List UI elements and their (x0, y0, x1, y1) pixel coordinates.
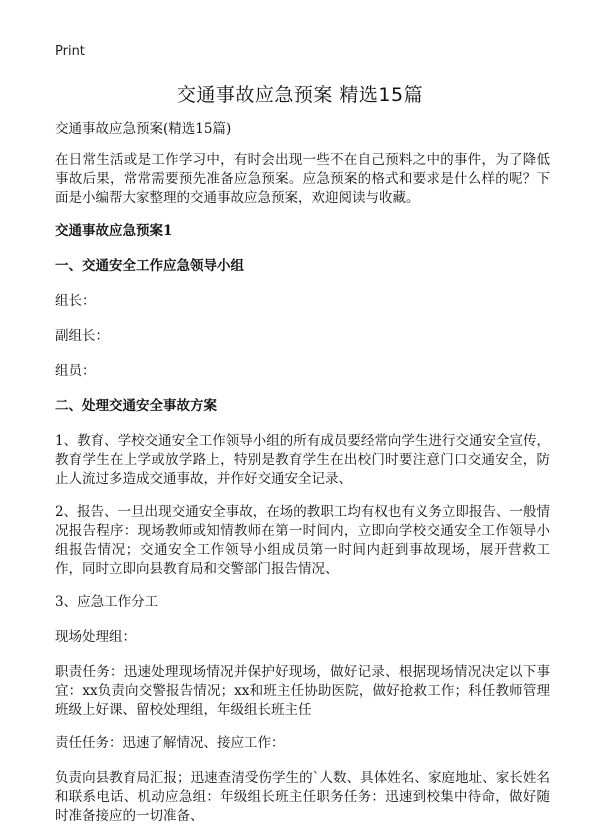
reporting-paragraph: 负责向县教育局汇报；迅速查清受伤学生的`人数、具体姓名、家庭地址、家长姓名和联系电话、机动应急组：年级组长班主任职务任务：迅速到校集中待命，做好随时准备接应的一切准备、 (55, 770, 550, 824)
duties-paragraph: 职责任务：迅速处理现场情况并保护好现场，做好记录、根据现场情况决定以下事宜：xx负责向交警报告情况；xx和班主任协助医院，做好抢救工作；科任教师管理班级上好课、留校处理组，年级组长班主任 (55, 664, 550, 718)
part-heading-leadership: 一、交通安全工作应急领导小组 (55, 258, 244, 274)
responsibility-line: 责任任务：迅速了解情况、接应工作： (55, 735, 285, 751)
document-title: 交通事故应急预案 精选15篇 (176, 84, 424, 106)
deputy-leader-line: 副组长： (55, 328, 109, 344)
item-division: 3、应急工作分工 (55, 594, 159, 610)
onsite-group-line: 现场处理组： (55, 629, 136, 645)
item-education: 1、教育、学校交通安全工作领导小组的所有成员要经常向学生进行交通安全宣传，教育学生在上学或放学路上，特别是教育学生在出校门时要注意门口交通安全，防止人流过多造成交通事故，并作好交通安全记录、 (55, 433, 550, 487)
intro-paragraph: 在日常生活或是工作学习中，有时会出现一些不在自己预料之中的事件，为了降低事故后果，常常需要预先准备应急预案。应急预案的格式和要求是什么样的呢？下面是小编帮大家整理的交通事故应急预案，欢迎阅读与收藏。 (55, 152, 550, 206)
document-subtitle: 交通事故应急预案(精选15篇) (55, 121, 232, 137)
leader-line: 组长： (55, 293, 96, 309)
document-body (55, 120, 550, 840)
section-heading-1: 交通事故应急预案1 (55, 223, 173, 239)
item-reporting: 2、报告、一旦出现交通安全事故，在场的教职工均有权也有义务立即报告、一般情况报告程序：现场教师或知情教师在第一时间内，立即向学校交通安全工作领导小组报告情况；交通安全工作领导小组成员第一时间内赶到事故现场，展开营救工作，同时立即向县教育局和交警部门报告情况、 (55, 504, 550, 577)
members-line: 组员： (55, 363, 96, 379)
print-label: Print (55, 44, 85, 59)
part-heading-handling: 二、处理交通安全事故方案 (55, 398, 217, 414)
